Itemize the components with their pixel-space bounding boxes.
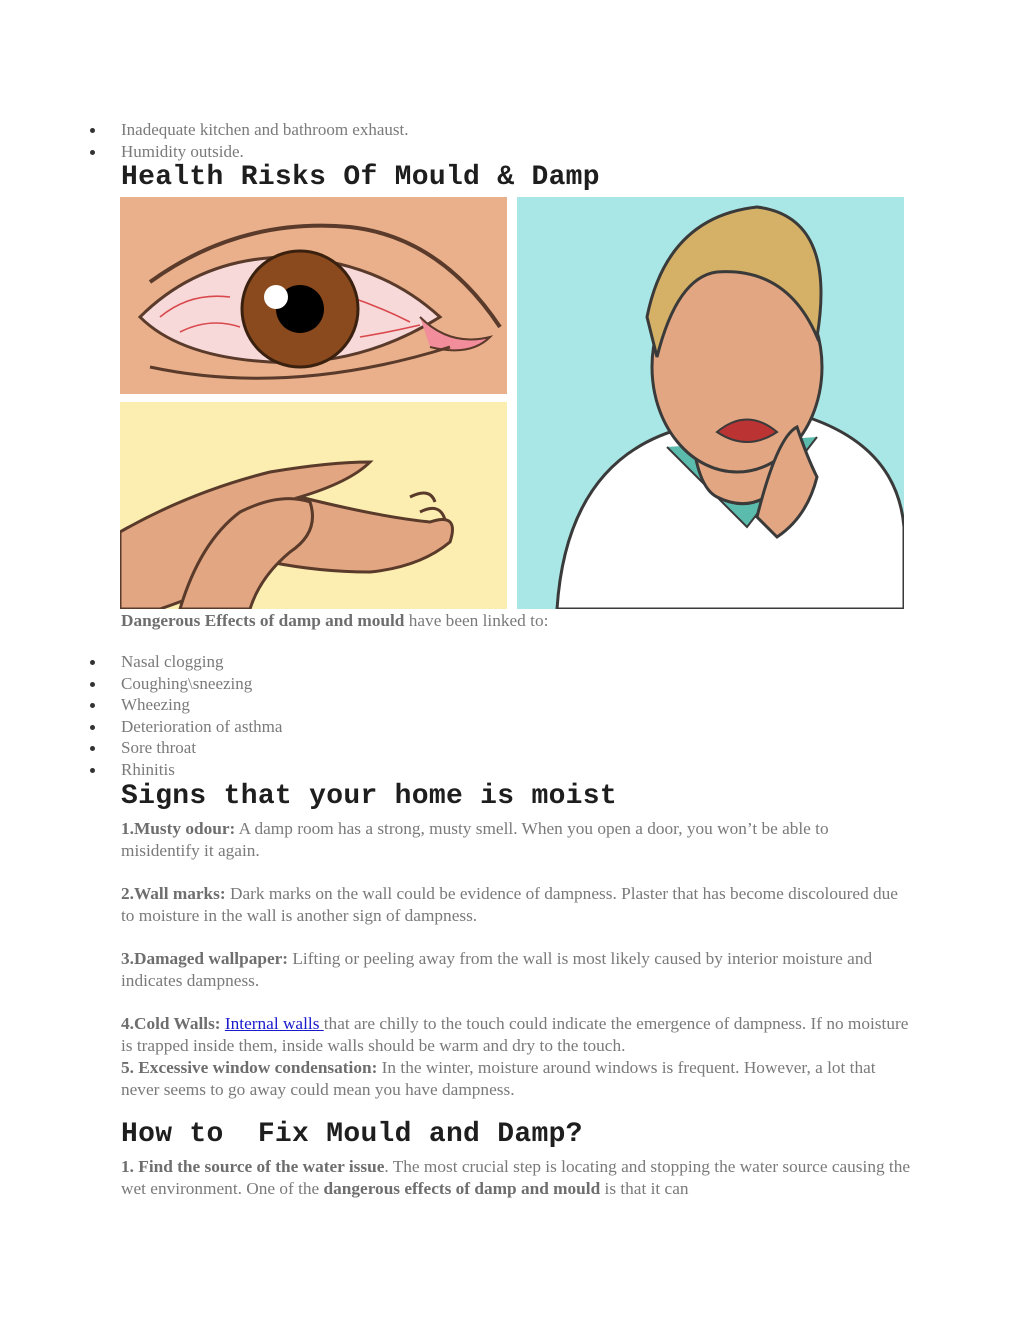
effects-intro: Dangerous Effects of damp and mould have been linked to: (121, 611, 549, 630)
list-item: Deterioration of asthma (0, 716, 282, 738)
bullet-icon (90, 150, 95, 155)
bullet-icon (90, 768, 95, 773)
coughing-person-illustration (517, 197, 904, 609)
list-item: Nasal clogging (0, 651, 282, 673)
sign-item: 3.Damaged wallpaper: Lifting or peeling away from the wall is most likely caused by interior moisture and indicates dampness. (121, 949, 873, 990)
list-item: Rhinitis (0, 759, 282, 781)
internal-walls-link[interactable]: Internal walls (224, 1014, 324, 1033)
causes-list (0, 119, 408, 163)
list-item: Sore throat (0, 737, 282, 759)
symptoms-list (0, 651, 282, 780)
heading-fix: How to Fix Mould and Damp? (121, 1119, 583, 1150)
sign-item: 5. Excessive window condensation: In the winter, moisture around windows is frequent. However, a lot that never seems to go away could mean you have dampness. (121, 1058, 876, 1099)
list-item: Inadequate kitchen and bathroom exhaust. (0, 119, 408, 141)
sign-item: 2.Wall marks: Dark marks on the wall could be evidence of dampness. Plaster that has become discoloured due to moisture in the wall is another sign of dampness. (121, 884, 898, 925)
bullet-icon (90, 703, 95, 708)
bullet-icon (90, 725, 95, 730)
red-eye-illustration (120, 197, 507, 394)
sign-item: 1.Musty odour: A damp room has a strong, musty smell. When you open a door, you won’t be able to misidentify it again. (121, 819, 829, 860)
heading-signs: Signs that your home is moist (121, 781, 617, 812)
bullet-icon (90, 660, 95, 665)
fix-step: 1. Find the source of the water issue. The most crucial step is locating and stopping the water source causing the wet environment. One of the dangerous effects of damp and mould is that it can (121, 1157, 911, 1198)
heading-health-risks: Health Risks Of Mould & Damp (121, 162, 600, 193)
list-item: Humidity outside. (0, 141, 408, 163)
wrist-pain-illustration (120, 402, 507, 609)
sign-item: 4.Cold Walls: Internal walls that are chilly to the touch could indicate the emergence of dampness. If no moisture is trapped inside them, inside walls should be warm and dry to the touch. (121, 1014, 909, 1055)
list-item: Coughing\sneezing (0, 673, 282, 695)
bullet-icon (90, 746, 95, 751)
bullet-icon (90, 682, 95, 687)
bullet-icon (90, 128, 95, 133)
list-item: Wheezing (0, 694, 282, 716)
